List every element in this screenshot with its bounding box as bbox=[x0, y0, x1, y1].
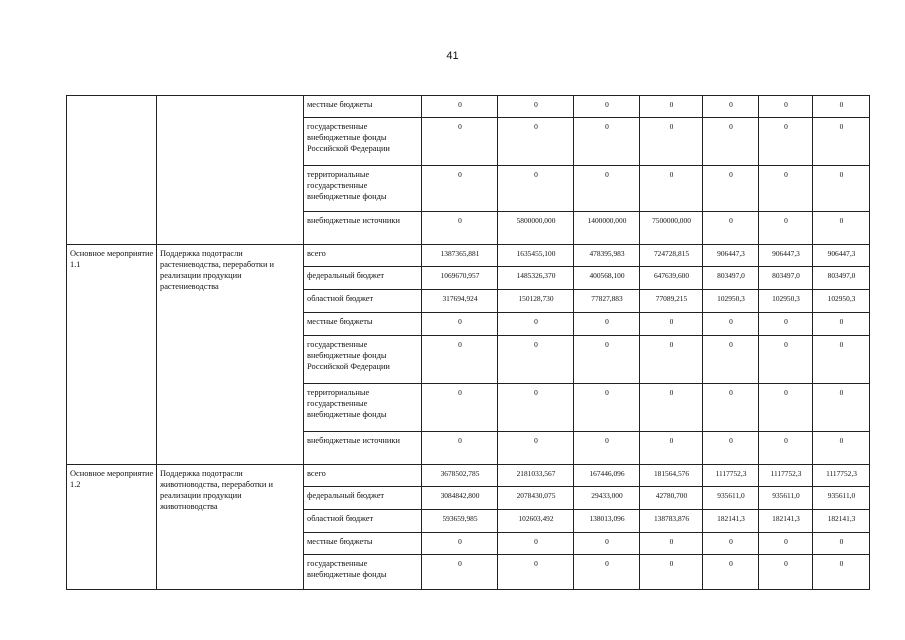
value-cell: 0 bbox=[813, 533, 870, 555]
source-cell: государственные внебюджетные фонды Российской Федерации bbox=[304, 336, 422, 384]
value-cell: 0 bbox=[498, 533, 574, 555]
value-cell: 906447,3 bbox=[759, 245, 813, 267]
source-cell: внебюджетные источники bbox=[304, 432, 422, 465]
value-cell: 0 bbox=[759, 384, 813, 432]
value-cell: 0 bbox=[703, 313, 759, 336]
source-cell: государственные внебюджетные фонды bbox=[304, 555, 422, 590]
value-cell: 803497,0 bbox=[813, 267, 870, 290]
value-cell: 0 bbox=[574, 166, 640, 212]
value-cell: 0 bbox=[574, 533, 640, 555]
value-cell: 0 bbox=[703, 118, 759, 166]
source-cell: территориальные государственные внебюджетные фонды bbox=[304, 166, 422, 212]
value-cell: 0 bbox=[640, 432, 703, 465]
value-cell: 0 bbox=[574, 555, 640, 590]
value-cell: 2078430,075 bbox=[498, 487, 574, 510]
value-cell: 803497,0 bbox=[703, 267, 759, 290]
value-cell: 77827,883 bbox=[574, 290, 640, 313]
value-cell: 0 bbox=[498, 118, 574, 166]
value-cell: 182141,3 bbox=[759, 510, 813, 533]
value-cell: 593659,985 bbox=[422, 510, 498, 533]
value-cell: 478395,983 bbox=[574, 245, 640, 267]
value-cell: 0 bbox=[703, 384, 759, 432]
value-cell: 102950,3 bbox=[703, 290, 759, 313]
source-cell: местные бюджеты bbox=[304, 96, 422, 118]
page-number: 41 bbox=[446, 50, 459, 62]
value-cell: 0 bbox=[498, 166, 574, 212]
value-cell: 0 bbox=[813, 384, 870, 432]
description-cell: Поддержка подотрасли животноводства, переработки и реализации продукции животноводства bbox=[157, 465, 304, 590]
value-cell: 1387365,881 bbox=[422, 245, 498, 267]
value-cell: 150128,730 bbox=[498, 290, 574, 313]
source-cell: местные бюджеты bbox=[304, 533, 422, 555]
source-cell: федеральный бюджет bbox=[304, 267, 422, 290]
value-cell: 0 bbox=[759, 432, 813, 465]
value-cell: 0 bbox=[422, 96, 498, 118]
value-cell: 0 bbox=[703, 432, 759, 465]
value-cell: 906447,3 bbox=[813, 245, 870, 267]
value-cell: 167446,096 bbox=[574, 465, 640, 487]
value-cell: 0 bbox=[422, 336, 498, 384]
value-cell: 0 bbox=[759, 212, 813, 245]
value-cell: 0 bbox=[813, 336, 870, 384]
value-cell: 935611,0 bbox=[813, 487, 870, 510]
source-cell: областной бюджет bbox=[304, 510, 422, 533]
value-cell: 803497,0 bbox=[759, 267, 813, 290]
value-cell: 0 bbox=[640, 118, 703, 166]
value-cell: 138013,096 bbox=[574, 510, 640, 533]
source-cell: местные бюджеты bbox=[304, 313, 422, 336]
value-cell: 0 bbox=[813, 212, 870, 245]
value-cell: 0 bbox=[703, 533, 759, 555]
value-cell: 138783,876 bbox=[640, 510, 703, 533]
value-cell: 102950,3 bbox=[813, 290, 870, 313]
value-cell: 0 bbox=[498, 96, 574, 118]
value-cell: 0 bbox=[422, 313, 498, 336]
value-cell: 0 bbox=[422, 212, 498, 245]
value-cell: 0 bbox=[813, 118, 870, 166]
value-cell: 0 bbox=[498, 384, 574, 432]
value-cell: 0 bbox=[574, 432, 640, 465]
source-cell: государственные внебюджетные фонды Российской Федерации bbox=[304, 118, 422, 166]
value-cell: 0 bbox=[813, 555, 870, 590]
source-cell: федеральный бюджет bbox=[304, 487, 422, 510]
value-cell: 0 bbox=[759, 533, 813, 555]
value-cell: 0 bbox=[422, 533, 498, 555]
value-cell: 1485326,370 bbox=[498, 267, 574, 290]
value-cell: 0 bbox=[498, 313, 574, 336]
value-cell: 1069670,957 bbox=[422, 267, 498, 290]
value-cell: 182141,3 bbox=[813, 510, 870, 533]
table-row bbox=[67, 96, 870, 118]
value-cell: 5800000,000 bbox=[498, 212, 574, 245]
value-cell: 724728,815 bbox=[640, 245, 703, 267]
source-cell: внебюджетные источники bbox=[304, 212, 422, 245]
description-cell bbox=[157, 96, 304, 245]
value-cell: 0 bbox=[703, 212, 759, 245]
value-cell: 42780,700 bbox=[640, 487, 703, 510]
value-cell: 0 bbox=[574, 96, 640, 118]
value-cell: 0 bbox=[640, 96, 703, 118]
table-body bbox=[67, 96, 870, 590]
value-cell: 0 bbox=[813, 96, 870, 118]
value-cell: 0 bbox=[574, 336, 640, 384]
value-cell: 0 bbox=[422, 166, 498, 212]
value-cell: 0 bbox=[422, 118, 498, 166]
value-cell: 102950,3 bbox=[759, 290, 813, 313]
value-cell: 0 bbox=[759, 336, 813, 384]
value-cell: 1117752,3 bbox=[759, 465, 813, 487]
value-cell: 7500000,000 bbox=[640, 212, 703, 245]
value-cell: 0 bbox=[703, 555, 759, 590]
value-cell: 906447,3 bbox=[703, 245, 759, 267]
value-cell: 3678502,785 bbox=[422, 465, 498, 487]
value-cell: 1400000,000 bbox=[574, 212, 640, 245]
source-cell: территориальные государственные внебюджетные фонды bbox=[304, 384, 422, 432]
value-cell: 102603,492 bbox=[498, 510, 574, 533]
measure-cell: Основное мероприятие 1.1 bbox=[67, 245, 157, 465]
value-cell: 29433,000 bbox=[574, 487, 640, 510]
measure-cell bbox=[67, 96, 157, 245]
value-cell: 0 bbox=[498, 432, 574, 465]
value-cell: 181564,576 bbox=[640, 465, 703, 487]
value-cell: 0 bbox=[759, 166, 813, 212]
value-cell: 400568,100 bbox=[574, 267, 640, 290]
value-cell: 0 bbox=[640, 313, 703, 336]
value-cell: 0 bbox=[640, 533, 703, 555]
value-cell: 182141,3 bbox=[703, 510, 759, 533]
measure-cell: Основное мероприятие 1.2 bbox=[67, 465, 157, 590]
value-cell: 0 bbox=[759, 555, 813, 590]
value-cell: 647639,600 bbox=[640, 267, 703, 290]
value-cell: 0 bbox=[759, 96, 813, 118]
value-cell: 0 bbox=[703, 96, 759, 118]
value-cell: 0 bbox=[422, 555, 498, 590]
value-cell: 0 bbox=[640, 336, 703, 384]
value-cell: 935611,0 bbox=[703, 487, 759, 510]
value-cell: 0 bbox=[813, 166, 870, 212]
value-cell: 3084842,800 bbox=[422, 487, 498, 510]
value-cell: 0 bbox=[813, 432, 870, 465]
value-cell: 0 bbox=[640, 555, 703, 590]
value-cell: 0 bbox=[498, 555, 574, 590]
value-cell: 2181033,567 bbox=[498, 465, 574, 487]
value-cell: 1117752,3 bbox=[703, 465, 759, 487]
value-cell: 0 bbox=[703, 166, 759, 212]
value-cell: 1635455,100 bbox=[498, 245, 574, 267]
value-cell: 0 bbox=[574, 118, 640, 166]
source-cell: всего bbox=[304, 465, 422, 487]
budget-table bbox=[66, 95, 870, 590]
value-cell: 0 bbox=[574, 313, 640, 336]
value-cell: 0 bbox=[640, 384, 703, 432]
description-cell: Поддержка подотрасли растениеводства, переработки и реализации продукции растениеводства bbox=[157, 245, 304, 465]
value-cell: 77089,215 bbox=[640, 290, 703, 313]
value-cell: 0 bbox=[759, 118, 813, 166]
source-cell: областной бюджет bbox=[304, 290, 422, 313]
value-cell: 0 bbox=[703, 336, 759, 384]
value-cell: 0 bbox=[640, 166, 703, 212]
source-cell: всего bbox=[304, 245, 422, 267]
value-cell: 0 bbox=[759, 313, 813, 336]
value-cell: 935611,0 bbox=[759, 487, 813, 510]
value-cell: 1117752,3 bbox=[813, 465, 870, 487]
value-cell: 0 bbox=[574, 384, 640, 432]
table-row bbox=[67, 245, 870, 267]
value-cell: 0 bbox=[813, 313, 870, 336]
value-cell: 0 bbox=[498, 336, 574, 384]
value-cell: 317694,924 bbox=[422, 290, 498, 313]
value-cell: 0 bbox=[422, 432, 498, 465]
value-cell: 0 bbox=[422, 384, 498, 432]
table-row bbox=[67, 465, 870, 487]
